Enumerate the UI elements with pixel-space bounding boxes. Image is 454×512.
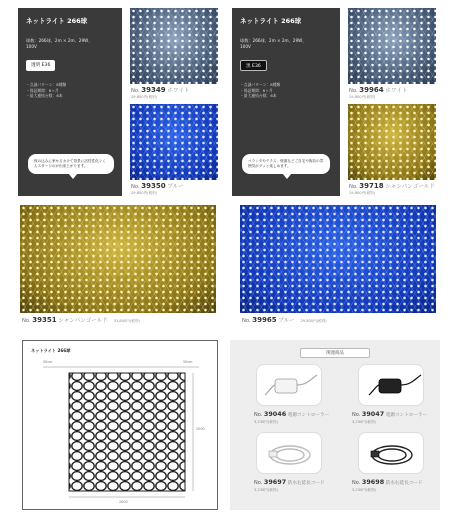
accessory-image-39047 bbox=[358, 364, 424, 406]
feature-list: ・点滅パターン：8種類 ・保証期間：6ヶ月 ・最大連結台数：6本 bbox=[240, 82, 281, 99]
accessory-image-39046 bbox=[256, 364, 322, 406]
product-image-39351 bbox=[20, 205, 216, 313]
controller-black-icon bbox=[359, 365, 425, 407]
product-price-39350: 29,800円(税別) bbox=[131, 191, 158, 195]
related-products bbox=[230, 340, 440, 510]
feature-list: ・点滅パターン：8種類 ・保証期間：6ヶ月 ・最大連結台数：6本 bbox=[26, 82, 67, 99]
product-title: ネットライト 266球 bbox=[26, 17, 88, 25]
diagram-title: ネットライト 266球 bbox=[31, 348, 71, 353]
product-caption-39349: No. 39349 ホワイト bbox=[131, 86, 190, 94]
variant-chip-clear: 透明 E36 bbox=[26, 60, 55, 71]
speech-bubble: 彼の込みに家せるカけて背景に活性性化ぐくんスタージのが出来上がります。 bbox=[28, 154, 114, 174]
product-image-39964 bbox=[348, 8, 436, 84]
accessory-price-39047: 3,230円(税別) bbox=[352, 420, 376, 424]
accessory-caption-39047: No. 39047 電源コントローラー bbox=[352, 410, 428, 418]
accessory-price-39046: 3,230円(税別) bbox=[254, 420, 278, 424]
extension-cord-black-icon bbox=[359, 433, 425, 475]
accessory-image-39698 bbox=[358, 432, 424, 474]
dimension-label-top-right: 50cm bbox=[183, 360, 193, 364]
accessory-caption-39697: No. 39697 防水右延長コード bbox=[254, 478, 325, 486]
product-title: ネットライト 266球 bbox=[240, 17, 302, 25]
product-price-39349: 29,800円(税別) bbox=[131, 95, 158, 99]
net-diagram-svg bbox=[23, 341, 219, 511]
product-price-39964: 29,800円(税別) bbox=[349, 95, 376, 99]
product-caption-39351: No. 39351 シャンパンゴールド 31,800円(税別) bbox=[22, 316, 140, 324]
accessory-caption-39046: No. 39046 電源コントローラー bbox=[254, 410, 330, 418]
related-title: 関連商品 bbox=[300, 348, 370, 358]
accessory-price-39698: 3,230円(税別) bbox=[352, 488, 376, 492]
accessory-price-39697: 3,230円(税別) bbox=[254, 488, 278, 492]
speech-bubble: ベランダやテラス、壁面などご自宅や街店の雰囲気がグッと楽しめます。 bbox=[242, 154, 330, 174]
dimension-diagram bbox=[22, 340, 218, 510]
product-price-39718: 29,800円(税別) bbox=[349, 191, 376, 195]
accessory-image-39697 bbox=[256, 432, 322, 474]
dimension-label-top-left: 50cm bbox=[43, 360, 53, 364]
product-image-39349 bbox=[130, 8, 218, 84]
variant-chip-black: 黒 E36 bbox=[240, 60, 267, 71]
accessory-caption-39698: No. 39698 防水右延長コード bbox=[352, 478, 423, 486]
extension-cord-icon bbox=[257, 433, 323, 475]
product-spec: 球数：266球、2m × 2m、29W、 100V bbox=[26, 38, 93, 49]
product-caption-39964: No. 39964 ホワイト bbox=[349, 86, 408, 94]
left-info-panel bbox=[18, 8, 122, 196]
dimension-label-bottom: 2000 bbox=[119, 500, 128, 504]
product-image-39965 bbox=[240, 205, 436, 313]
product-caption-39965: No. 39965 ブルー 29,800円(税別) bbox=[242, 316, 327, 324]
product-caption-39350: No. 39350 ブルー bbox=[131, 182, 184, 190]
dimension-label-right: 2000 bbox=[196, 427, 205, 431]
right-info-panel bbox=[232, 8, 340, 196]
product-spec: 球数：266球、2m × 2m、29W、 100V bbox=[240, 38, 307, 49]
product-image-39718 bbox=[348, 104, 436, 180]
controller-icon bbox=[257, 365, 323, 407]
product-caption-39718: No. 39718 シャンパンゴールド bbox=[349, 182, 436, 190]
product-image-39350 bbox=[130, 104, 218, 180]
